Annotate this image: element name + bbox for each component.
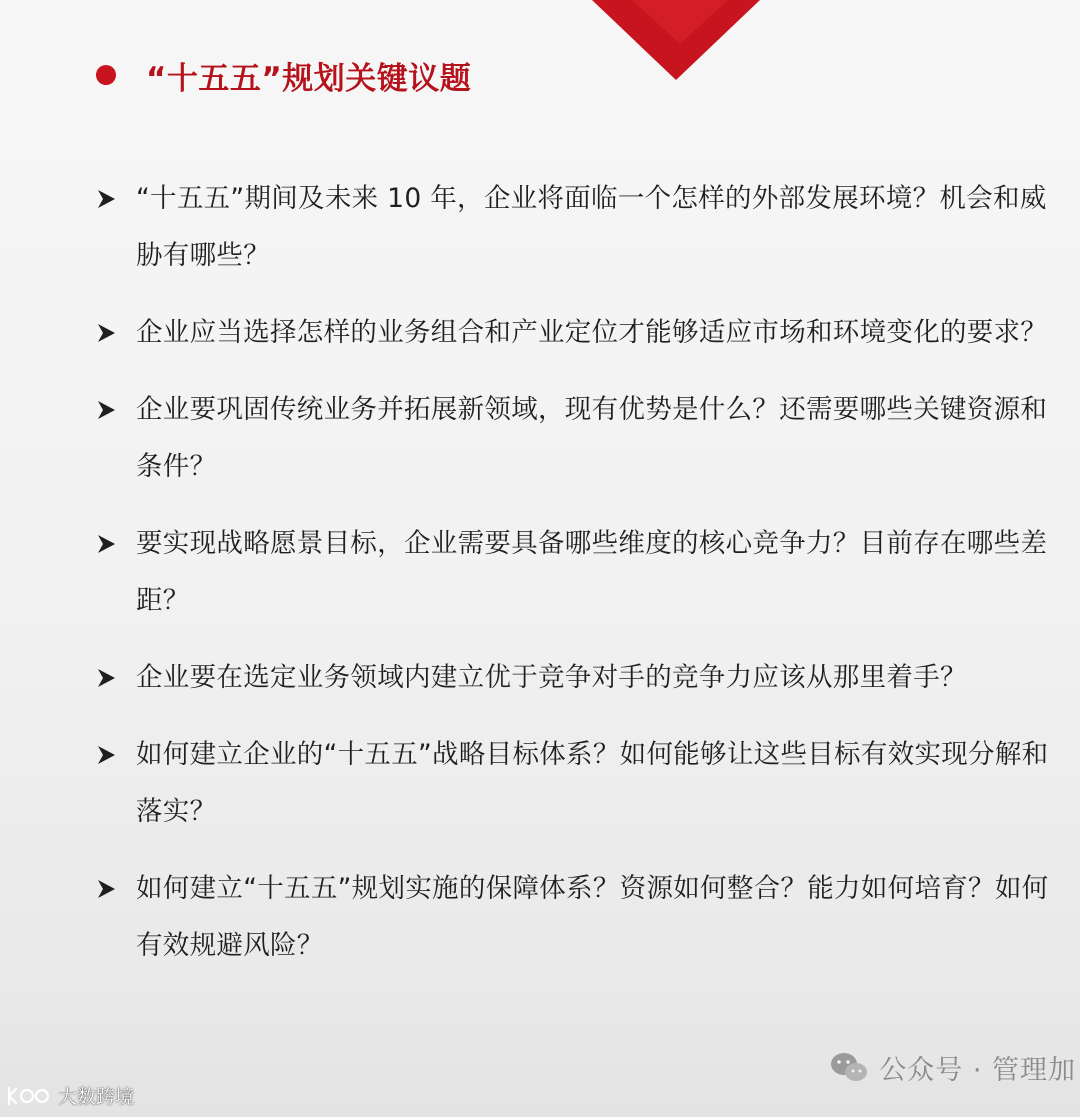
arrow-bullet-icon (96, 304, 122, 361)
brand-logo-icon (6, 1084, 52, 1108)
arrow-bullet-icon (96, 170, 122, 227)
question-text: 如何建立企业的“十五五”战略目标体系？如何能够让这些目标有效实现分解和落实？ (136, 739, 1049, 827)
brand-watermark-text: 大数跨境 (58, 1086, 135, 1108)
section-header (96, 50, 471, 100)
list-item (96, 515, 1056, 629)
question-text: 要实现战略愿景目标，企业需要具备哪些维度的核心竞争力？目前存在哪些差距？ (136, 528, 1048, 616)
question-text: 如何建立“十五五”规划实施的保障体系？资源如何整合？能力如何培育？如何有效规避风险？ (136, 873, 1049, 961)
list-item (96, 304, 1056, 361)
question-list (96, 170, 1056, 994)
wechat-icon (829, 1051, 869, 1085)
page-title: “十五五”规划关键议题 (146, 60, 472, 97)
list-item (96, 726, 1056, 840)
wechat-watermark (829, 1048, 1076, 1087)
list-item (96, 649, 1056, 706)
arrow-bullet-icon (96, 515, 122, 572)
arrow-bullet-icon (96, 649, 122, 706)
red-dot-icon (96, 65, 116, 85)
question-text: 企业应当选择怎样的业务组合和产业定位才能够适应市场和环境变化的要求？ (136, 317, 1048, 348)
question-text: 企业要在选定业务领域内建立优于竞争对手的竞争力应该从那里着手？ (136, 662, 967, 693)
arrow-bullet-icon (96, 860, 122, 917)
question-text: 企业要巩固传统业务并拓展新领域，现有优势是什么？还需要哪些关键资源和条件？ (136, 394, 1048, 482)
watermark-text: 公众号 · 管理加 (879, 1055, 1076, 1086)
list-item (96, 170, 1056, 284)
decorative-triangle-highlight (632, 0, 728, 44)
brand-watermark (6, 1082, 134, 1109)
arrow-bullet-icon (96, 726, 122, 783)
list-item (96, 860, 1056, 974)
question-text: “十五五”期间及未来 10 年，企业将面临一个怎样的外部发展环境？机会和威胁有哪些？ (136, 183, 1047, 271)
list-item (96, 381, 1056, 495)
arrow-bullet-icon (96, 381, 122, 438)
